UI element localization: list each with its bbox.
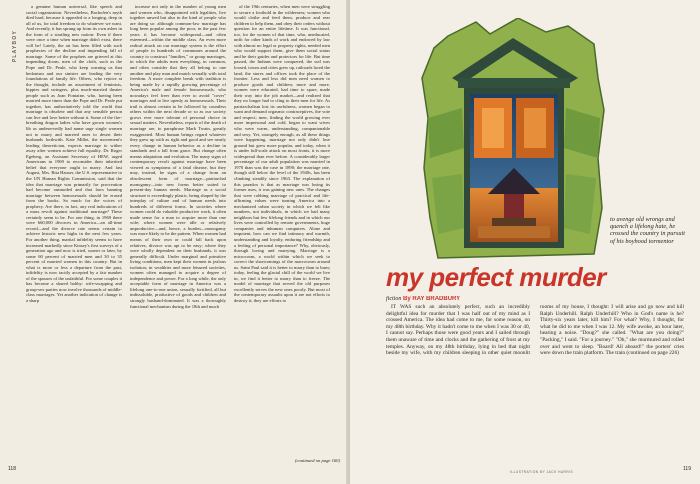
left-page — [0, 0, 348, 484]
continued-note: (continued on page 160) — [294, 458, 340, 463]
story-byline — [386, 296, 478, 304]
story-caption: to avenge old wrongs and quench a lifelong hate, he crossed the country in pursuit of his boyhood tormentor — [610, 216, 685, 245]
byline-by: By — [403, 296, 411, 302]
vertical-magazine-label: PLAYBOY — [12, 30, 18, 63]
story-text: IT WAS such an absolutely perfect, such an incredibly delightful idea for murder that I was half out of my mind as I crossed America. The idea had come to me, for some reason, on my 48th birthday. Why it hadn't come to me when I was 30 or 40, I cannot say. Perhaps those were good years and I sailed through them unaware of time and clocks and the gathering of frost at my temples. Anyway, on my 48th birthday, lying in bed that night beside my wife, with my children sleeping in other quiet moonlit rooms of my house, I thought: I will arise and go now and kill Ralph Underhill. Ralph Underhill? Who in God's name is he? Thirty-six years later, kill him? For what? Why, I thought, for what he did to me when I was 12. My wife awoke, an hour later, hearing a noise. "Doug?" she called. "What are you doing?" "Packing," I said. "For a journey." "Oh," she murmured and rolled over and went to sleep. "Board! All aboard!" the porters' cries were down the train platform. The train (continued on page 226) — [386, 304, 684, 357]
byline-author: RAY BRADBURY — [412, 296, 461, 302]
story-title: my perfect murder — [386, 262, 606, 292]
article-column-3: of the 19th centuries, when men were struggling to secure a foothold in the wilderness; women who would clothe and feed them, produce and rear children to help them, and obey their orders without question for an entire lifetime. It was functional, too, for the women of that time, who, uneducated, unfit for other kinds of work and endowed by law with almost no legal or property rights, needed men who would support them, give them social status and be their guides and protectors for life. But time passed, the Indians were conquered, the sod was loosed, towns and cities grew up, railroads laced the land, the stores and offices took the place of the frontier. Less and less did men need women to produce goods and children; more and more, women were educated, had time to spare, made their way into the job market—and realized that they no longer had to cling to their men for life. As patriarchalism lost its usefulness, women began to want and demand orgasmic contraceptives, the vote and respect; men, finding the world growing ever more impersonal and cold, began to want wives who were warm, understanding, companionable and sexy. Yet, strangely enough, as all these things were happening, marriage not only didn't lose ground but grew more popular, and today, when it is under full-scale attack on most fronts, it is more widespread than ever before. A considerably larger percentage of our adult population was married in 1970 than was the case in 1890; the marriage rate, though still below the level of the 1940s, has been climbing steadily since 1963. The explanation of this paradox is that as marriage was losing its former uses, it was gaining new ones. The changes that were robbing marriage of practical and life-affirming values were turning America into a mechanized urban society in which we felt like numbers, not individuals, in which we had many neighbors but few lifelong friends and in which our lives were controlled by remote governments, huge companies and inhuman computers. Alone and impotent, how can we find intimacy and warmth, understanding and loyalty, enduring friendship and a feeling of personal importance? Why, obviously, through loving and marrying. Marriage is a microcosm, a world within which we seek to correct the shortcomings of the macrocosm around us. Saint Paul said it is better to marry than to burn; today, feeling the glacial chill of the world we live in, we find it better to marry than to freeze. The model of marriage that served the old purposes excellently serves the new ones poorly. But most of the contemporary assaults upon it are not efforts to destroy it; they are efforts to — [234, 4, 330, 303]
article-column-1: a genuine human universal, like speech and social organization. Nevertheless, Bachofen's myth died hard, because it appealed to a longing, deep in all of us, for total freedom to do whatever we want. And recently, it has sprung up from its own ashes in the form of a startling new notion: Even if there were once a time when marriage didn't exist, there will be! Lately, the air has been filled with such prophecies of the decline and impending fall of marriage. Some of the prophets are grieved at this impending doom, men of the cloth, such as the Pope and Dr. Peale, who keep warning us that hedonism and our sinister are leading the very foundations of family life. Others, who rejoice at the thought, include an assortment of feminists, hippies and swingers, plus much-married theater people such as Joan Fontaine, who, having been married more times than the Pope and Dr. Peale put together, has authoritatively told the world that marriage is obsolete and that any sensible person can live and love better without it. Some of the fire-breathing dragon ladies who have grown women's lib as undeservedly bad name urge single women not to marry and married ones to desert their husbands forthwith. Kate Millet, the movement's leading theoretician, expects marriage to wither away after women achieve full equality. Dr. Roger Egeberg, an Assistant Secretary of HEW, urged Americans in 1969 to reconsider their inherited belief that everyone ought to marry. And last August, Mrs. Rita Hauser, the U.S. representative to the UN Human Rights Commission, said that the idea that marriage was primarily for procreation had become outmoded and that laws banning marriage between homosexuals should be erased from the books. So much for the voices of prophecy. Are there, in fact, any real indications of a mass revolt against traditional marriage? These certainly seem to be. For one thing, in 1969 there were 660,000 divorces in America—an all-time record—and the divorce rate seems certain to achieve historic new highs in the next few years. For another thing, marital infidelity seems to have increased markedly since Kinsey's first surveys of a generation ago and now is tried, sooner or later, by some 60 percent of married men and 30 to 35 percent of married women in this country. But in what is more or less a departure from the past, infidelity is now tacitly accepted by a fair number of the spouses of the unfaithful. For some couples it has become a shared hobby: wife-swapping and group-sex parties now involve thousands of middle-class marriages. Yet another indication of change is a sharp — [26, 4, 122, 303]
byline-prefix: fiction — [386, 296, 402, 302]
illustration-credit: ILLUSTRATION BY JACK HARRIS — [510, 470, 574, 474]
page-number-right: 119 — [683, 466, 691, 472]
haunted-house-illustration — [418, 18, 608, 260]
page-number-left: 118 — [8, 466, 16, 472]
article-column-2: increase not only in the number of young men and women who, disappointed with legalities, live together unwed but also in the kind of people who are doing so: although common-law marriage has long been popular among the poor, in the past few years it has become widespread—and often esteemed—within the middle class. An even more radical attack on our marriage system is the effort of people in hundreds of communes around the country to construct "families," or group marriages, in which the adults men everything, in common, and often consider that they all belong to one another and play man and match sexually with total freedom. A more complete break with tradition is being made by a rapidly growing percentage of America's male and female homosexuals, who nowadays feel freer than ever to avoid "cover" marriages and to live openly as homosexuals. Their trail is almost certain to be followed by countless others within the next decade or so as our society grows ever more tolerant of personal choice in sexual matters. Nevertheless, reports of the death of marriage are, to paraphrase Mark Twain, greatly exaggerated. Most human beings regard whatever they grew up with as right and good and see nearly every change in human behavior as a decline in standards and a fall from grace. But change often means adaptation and evolution. The many signs of contemporary revolt against marriage have been viewed as symptoms of a fatal disease, but they may, instead, be signs of a change from an obsolescent form of marriage—patriarchal monogamy—into new forms better suited to present-day human needs. Marriage as a social structure is exceedingly plastic, being shaped by the interplay of culture and of human needs into hundreds of different forms. In societies where women could do valuable productive work, it often made sense for a man to acquire more than one wife; where women were idle or relatively unproductive—and, hence, a burden—monogamy was more likely to be the pattern. When women had means of their own or could fall back upon relatives, divorce was apt to be easy; where they were wholly dependent on their husbands, it was generally difficult. Under marginal and primitive living conditions, men kept their women in jealous isolation; in wealthier and more leisured societies, women often managed to acquire a degree of independence and power. For a long while, the only acceptable form of marriage in America was a lifelong one-to-one union, sexually fortified, all but indissoluble, productive of goods and children and strongly husband-dominated. It was a thoroughly functional mechanism during the 18th and much — [130, 4, 226, 309]
